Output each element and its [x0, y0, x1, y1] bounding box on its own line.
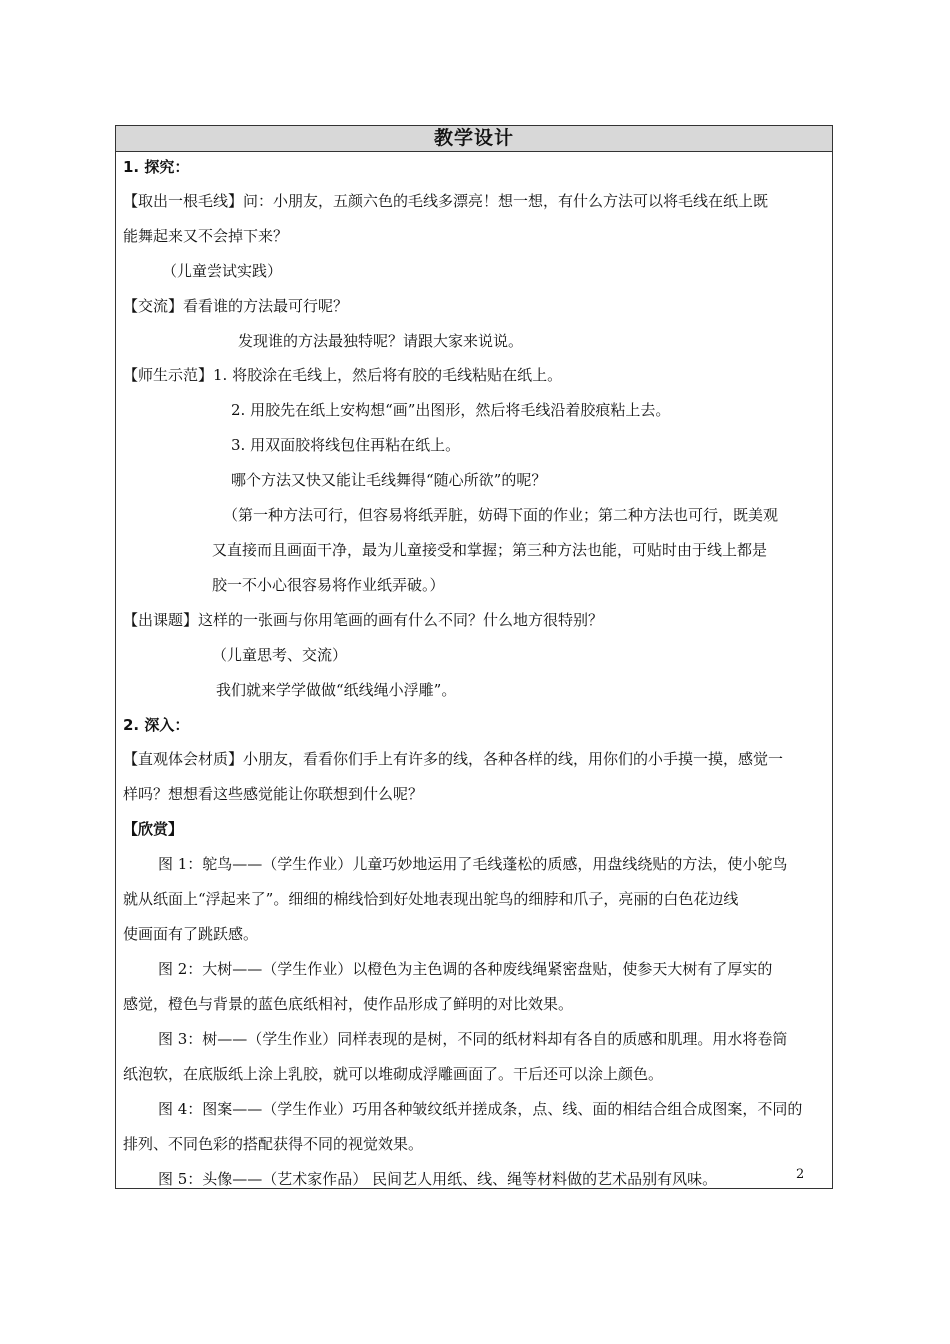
text-line: 胶一不小心很容易将作业纸弄破。）	[212, 576, 445, 594]
text-line: 图 5：头像——（艺术家作品） 民间艺人用纸、线、绳等材料做的艺术品别有风味。	[158, 1170, 718, 1188]
text-line: 发现谁的方法最独特呢？请跟大家来说说。	[238, 332, 524, 350]
text-line: 图 2：大树——（学生作业）以橙色为主色调的各种废线绳紧密盘贴，使参天大树有了厚实的	[158, 960, 773, 978]
table-header: 教学设计	[116, 126, 832, 152]
text-line: 我们就来学学做做“纸线绳小浮雕”。	[216, 681, 457, 699]
text-line: 能舞起来又不会掉下来？	[123, 227, 289, 245]
text-line: 【师生示范】1. 将胶涂在毛线上，然后将有胶的毛线粘贴在纸上。	[123, 366, 563, 384]
text-line: 排列、不同色彩的搭配获得不同的视觉效果。	[123, 1135, 424, 1153]
text-line: 又直接而且画面干净，最为儿童接受和掌握；第三种方法也能，可贴时由于线上都是	[212, 541, 768, 559]
text-line: 【取出一根毛线】问：小朋友，五颜六色的毛线多漂亮！想一想，有什么方法可以将毛线在纸上既	[123, 192, 769, 210]
text-line: 就从纸面上“浮起来了”。细细的棉线恰到好处地表现出鸵鸟的细脖和爪子，亮丽的白色花边线	[123, 890, 739, 908]
text-line: 3. 用双面胶将线包住再粘在纸上。	[231, 436, 461, 454]
text-line: 图 3：树——（学生作业）同样表现的是树，不同的纸材料却有各自的质感和肌理。用水将卷筒	[158, 1030, 788, 1048]
text-line: （儿童尝试实践）	[162, 262, 283, 280]
section-heading-deepen: 2. 深入：	[123, 716, 190, 734]
text-line: 感觉，橙色与背景的蓝色底纸相衬，使作品形成了鲜明的对比效果。	[123, 995, 574, 1013]
text-line: 使画面有了跳跃感。	[123, 925, 259, 943]
text-line: （儿童思考、交流）	[212, 646, 348, 664]
section-heading-explore: 1. 探究：	[123, 158, 190, 176]
text-line: 【交流】看看谁的方法最可行呢？	[123, 297, 349, 315]
section-heading-appreciate: 【欣赏】	[123, 820, 184, 838]
text-line: 图 4：图案——（学生作业）巧用各种皱纹纸并搓成条，点、线、面的相结合组合成图案，不同的	[158, 1100, 803, 1118]
text-line: 【直观体会材质】小朋友，看看你们手上有许多的线，各种各样的线，用你们的小手摸一摸，感觉一	[123, 750, 784, 768]
lesson-design-table	[115, 125, 833, 1189]
text-line: 图 1：鸵鸟——（学生作业）儿童巧妙地运用了毛线蓬松的质感，用盘线绕贴的方法，使小鸵鸟	[158, 855, 788, 873]
text-line: 【出课题】这样的一张画与你用笔画的画有什么不同？什么地方很特别？	[123, 611, 604, 629]
text-line: 2. 用胶先在纸上安构想“画”出图形，然后将毛线沿着胶痕粘上去。	[231, 401, 671, 419]
page-number: 2	[796, 1167, 805, 1182]
text-line: 样吗？想想看这些感觉能让你联想到什么呢？	[123, 785, 424, 803]
text-line: 纸泡软，在底版纸上涂上乳胶，就可以堆砌成浮雕画面了。干后还可以涂上颜色。	[123, 1065, 664, 1083]
text-line: 哪个方法又快又能让毛线舞得“随心所欲”的呢？	[231, 471, 547, 489]
text-line: （第一种方法可行，但容易将纸弄脏，妨碍下面的作业；第二种方法也可行，既美观	[223, 506, 779, 524]
